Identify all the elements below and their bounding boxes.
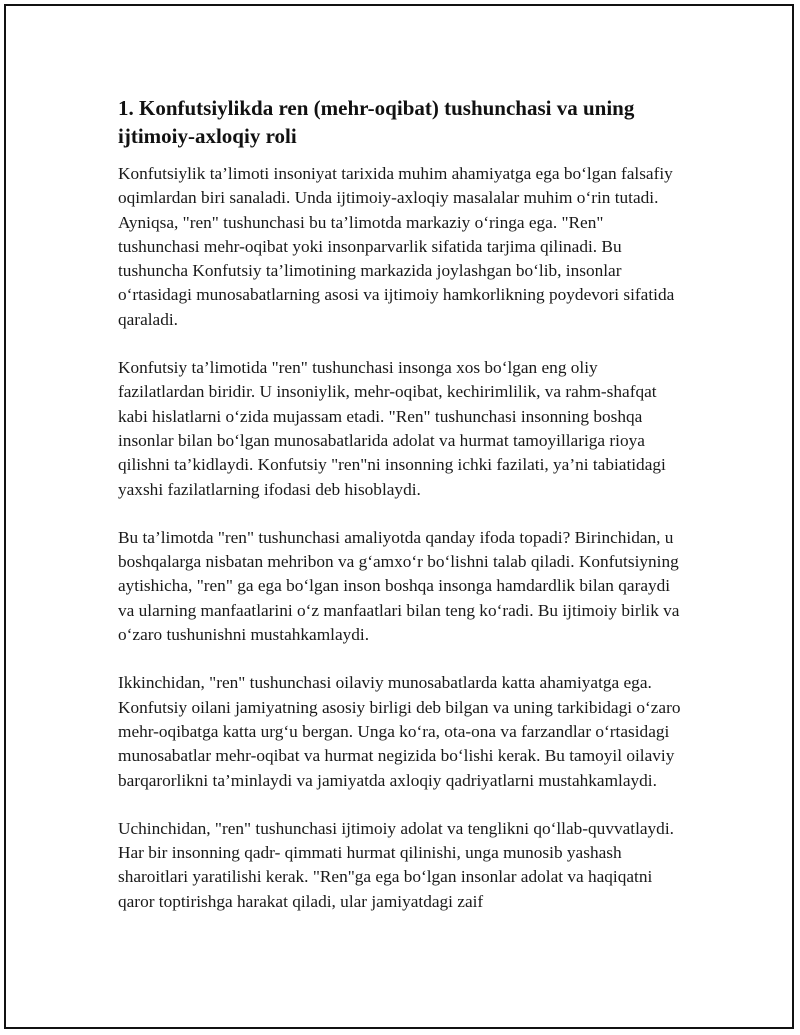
paragraph-intro: Konfutsiylik ta’limoti insoniyat tarixida muhim ahamiyatga ega bo‘lgan falsafiy oqimlardan biri sanaladi. Unda ijtimoiy-axloqiy masalalar muhim o‘rin tutadi. Ayniqsa, "ren" tushunchasi bu ta’limotda markaziy o‘ringa ega. "Ren" tushunchasi mehr-oqibat yoki insonparvarlik sifatida tarjima qilinadi. Bu tushuncha Konfutsiy ta’limotining markazida joylashgan bo‘lib, insonlar o‘rtasidagi munosabatlarning asosi va ijtimoiy hamkorlikning poydevori sifatida qaraladi.	[118, 164, 675, 329]
section-heading: 1. Konfutsiylikda ren (mehr-oqibat) tushunchasi va uning ijtimoiy-axloqiy roli	[118, 96, 635, 148]
document-body	[118, 94, 684, 938]
paragraph-ren-virtue: Konfutsiy ta’limotida "ren" tushunchasi insonga xos bo‘lgan eng oliy fazilatlardan biridir. U insoniylik, mehr-oqibat, kechirimlilik, va rahm-shafqat kabi hislatlarni o‘zida mujassam etadi. "Ren" tushunchasi insonning boshqa insonlar bilan bo‘lgan munosabatlarida adolat va hurmat tamoyillariga rioya qilishni ta’kidlaydi. Konfutsiy "ren"ni insonning ichki fazilati, ya’ni tabiatidagi yaxshi fazilatlarning ifodasi deb hisoblaydi.	[118, 358, 666, 499]
paragraph-second-point: Ikkinchidan, "ren" tushunchasi oilaviy munosabatlarda katta ahamiyatga ega. Konfutsiy oilani jamiyatning asosiy birligi deb bilgan va uning tarkibidagi o‘zaro mehr-oqibatga katta urg‘u bergan. Unga ko‘ra, ota-ona va farzandlar o‘rtasidagi munosabatlar mehr-oqibat va hurmat negizida bo‘lishi kerak. Bu tamoyil oilaviy barqarorlikni ta’minlaydi va jamiyatda axloqiy qadriyatlarni mustahkamlaydi.	[118, 673, 681, 790]
paragraph-first-point: Bu ta’limotda "ren" tushunchasi amaliyotda qanday ifoda topadi? Birinchidan, u boshqalarga nisbatan mehribon va g‘amxo‘r bo‘lishni talab qiladi. Konfutsiyning aytishicha, "ren" ga ega bo‘lgan inson boshqa insonga hamdardlik bilan qaraydi va ularning manfaatlarini o‘z manfaatlari bilan teng ko‘radi. Bu ijtimoiy birlik va o‘zaro tushunishni mustahkamlaydi.	[118, 527, 680, 645]
paragraph-third-point: Uchinchidan, "ren" tushunchasi ijtimoiy adolat va tenglikni qo‘llab-quvvatlaydi. Har bir insonning qadr- qimmati hurmat qilinishi, unga munosib yashash sharoitlari yaratilishi kerak. "Ren"ga ega bo‘lgan insonlar adolat va haqiqatni qaror toptirishga harakat qiladi, ular jamiyatdagi zaif	[118, 818, 674, 911]
